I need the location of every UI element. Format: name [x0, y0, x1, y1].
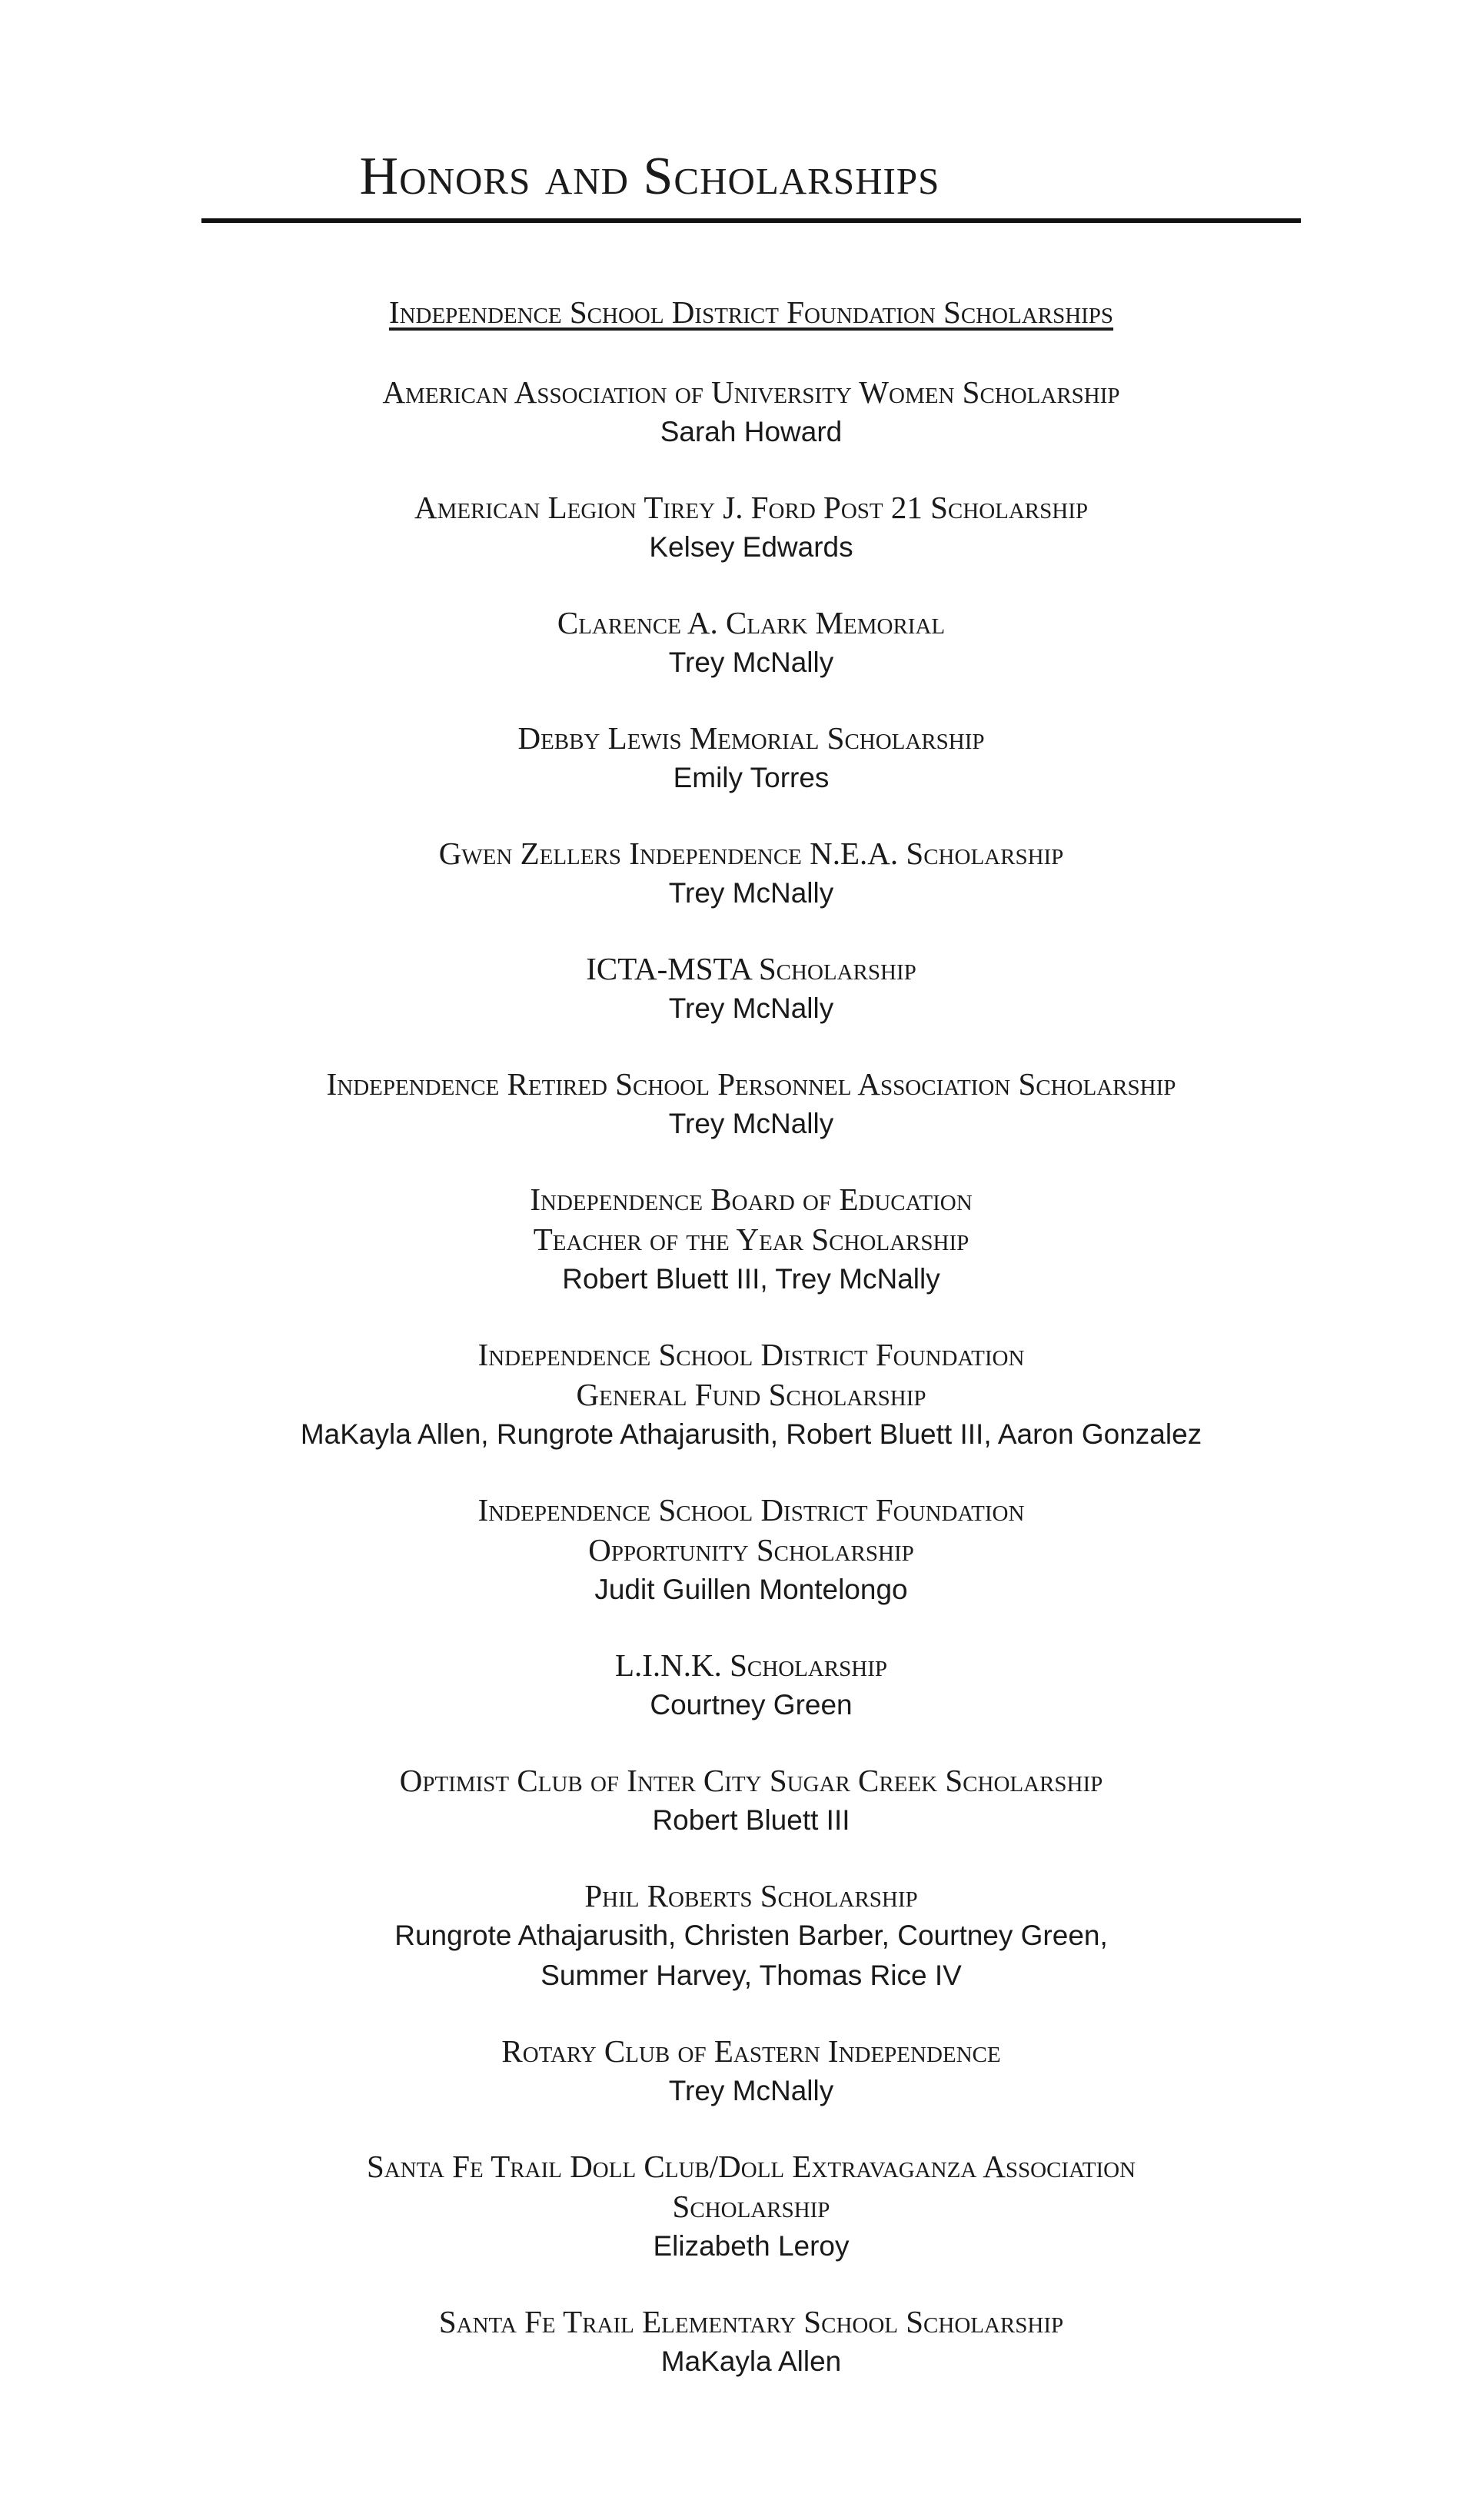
award-name: L.I.N.K. Scholarship — [614, 1647, 888, 1683]
award-entry — [201, 1335, 1301, 1454]
award-recipients: Summer Harvey, Thomas Rice IV — [540, 1960, 962, 1991]
award-name: Optimist Club of Inter City Sugar Creek Scholarship — [399, 1763, 1103, 1798]
title-rule — [201, 218, 1301, 223]
award-name: ICTA-MSTA Scholarship — [586, 951, 916, 986]
award-name: General Fund Scholarship — [576, 1377, 926, 1412]
award-recipients: Trey McNally — [668, 2075, 834, 2106]
award-recipients: Trey McNally — [668, 877, 834, 909]
award-entry — [201, 2031, 1301, 2111]
award-recipients: Emily Torres — [673, 762, 830, 793]
award-name: Santa Fe Trail Doll Club/Doll Extravaganza Association — [366, 2149, 1136, 2184]
award-name: Independence Retired School Personnel Association Scholarship — [326, 1066, 1176, 1102]
award-name: Clarence A. Clark Memorial — [557, 605, 946, 640]
awards-content — [201, 291, 1301, 2417]
award-recipients: Trey McNally — [668, 647, 834, 678]
award-entry — [201, 718, 1301, 798]
awards-list — [201, 372, 1301, 2382]
award-name: Teacher of the Year Scholarship — [533, 1222, 969, 1257]
award-name: Phil Roberts Scholarship — [584, 1878, 918, 1913]
award-entry — [201, 2146, 1301, 2266]
award-recipients: MaKayla Allen, Rungrote Athajarusith, Robert Bluett III, Aaron Gonzalez — [300, 1418, 1202, 1450]
award-name: American Association of University Women Scholarship — [382, 374, 1120, 410]
award-entry — [201, 1064, 1301, 1144]
award-recipients: Rungrote Athajarusith, Christen Barber, Courtney Green, — [394, 1920, 1108, 1951]
award-name: Rotary Club of Eastern Independence — [501, 2033, 1001, 2069]
award-name: Debby Lewis Memorial Scholarship — [517, 720, 985, 756]
award-recipients: Sarah Howard — [660, 416, 843, 447]
award-entry — [201, 1645, 1301, 1725]
award-recipients: Robert Bluett III, Trey McNally — [562, 1263, 940, 1295]
award-entry — [201, 487, 1301, 567]
award-recipients: MaKayla Allen — [660, 2345, 842, 2377]
award-name: Opportunity Scholarship — [588, 1532, 914, 1568]
award-name: American Legion Tirey J. Ford Post 21 Scholarship — [414, 490, 1088, 525]
award-name: Independence School District Foundation — [477, 1337, 1025, 1372]
section-heading: Independence School District Foundation Scholarships — [388, 294, 1114, 330]
award-recipients: Courtney Green — [650, 1689, 853, 1720]
award-recipients: Trey McNally — [668, 992, 834, 1024]
award-entry — [201, 603, 1301, 683]
award-entry — [201, 1876, 1301, 1996]
award-name: Independence Board of Education — [530, 1182, 973, 1217]
award-entry — [201, 1490, 1301, 1610]
award-name: Santa Fe Trail Elementary School Scholarship — [438, 2304, 1064, 2339]
award-entry — [201, 2302, 1301, 2382]
award-name: Independence School District Foundation — [477, 1492, 1025, 1528]
award-name: Gwen Zellers Independence N.E.A. Scholarship — [438, 836, 1064, 871]
award-entry — [201, 833, 1301, 913]
award-recipients: Elizabeth Leroy — [653, 2230, 850, 2262]
award-entry — [201, 1179, 1301, 1299]
award-recipients: Judit Guillen Montelongo — [594, 1574, 908, 1605]
award-entry — [201, 949, 1301, 1029]
award-recipients: Robert Bluett III — [652, 1804, 850, 1836]
award-recipients: Kelsey Edwards — [649, 531, 853, 563]
page-title: Honors and Scholarships — [359, 147, 940, 206]
award-entry — [201, 372, 1301, 452]
award-entry — [201, 1760, 1301, 1840]
award-recipients: Trey McNally — [668, 1108, 834, 1139]
award-name: Scholarship — [672, 2189, 830, 2224]
